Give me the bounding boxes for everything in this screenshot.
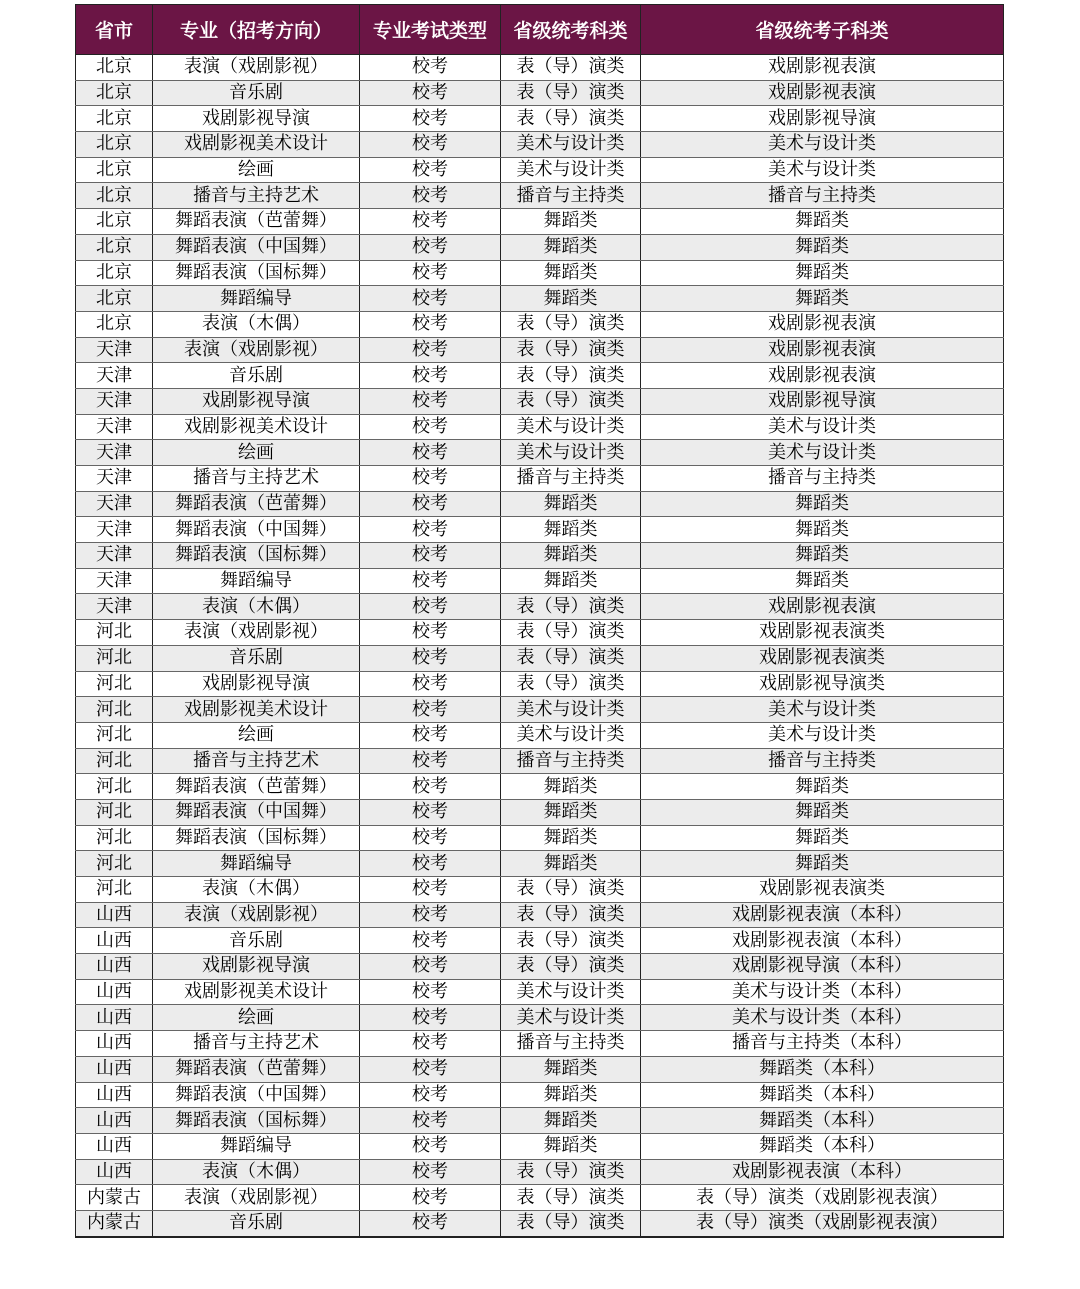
cell-category: 美术与设计类 xyxy=(501,132,641,158)
cell-province: 河北 xyxy=(76,722,153,748)
cell-subcategory: 舞蹈类 xyxy=(641,799,1004,825)
cell-category: 舞蹈类 xyxy=(501,568,641,594)
cell-province: 天津 xyxy=(76,466,153,492)
table-row xyxy=(76,1108,1004,1134)
header-row xyxy=(76,5,1004,55)
cell-major: 戏剧影视美术设计 xyxy=(153,414,360,440)
cell-major: 戏剧影视导演 xyxy=(153,954,360,980)
cell-category: 播音与主持类 xyxy=(501,466,641,492)
cell-exam-type: 校考 xyxy=(360,902,501,928)
cell-province: 河北 xyxy=(76,851,153,877)
cell-major: 播音与主持艺术 xyxy=(153,183,360,209)
table-row xyxy=(76,902,1004,928)
cell-subcategory: 舞蹈类 xyxy=(641,286,1004,312)
cell-province: 北京 xyxy=(76,286,153,312)
cell-subcategory: 舞蹈类 xyxy=(641,851,1004,877)
cell-exam-type: 校考 xyxy=(360,645,501,671)
cell-category: 舞蹈类 xyxy=(501,286,641,312)
table-row xyxy=(76,414,1004,440)
cell-major: 舞蹈表演（国标舞） xyxy=(153,543,360,569)
cell-exam-type: 校考 xyxy=(360,1031,501,1057)
table-row xyxy=(76,311,1004,337)
admissions-table xyxy=(75,4,1004,1238)
cell-subcategory: 舞蹈类 xyxy=(641,209,1004,235)
cell-exam-type: 校考 xyxy=(360,748,501,774)
cell-category: 表（导）演类 xyxy=(501,1159,641,1185)
table-row xyxy=(76,877,1004,903)
cell-exam-type: 校考 xyxy=(360,311,501,337)
cell-major: 音乐剧 xyxy=(153,1210,360,1236)
cell-province: 山西 xyxy=(76,979,153,1005)
table-row xyxy=(76,388,1004,414)
cell-exam-type: 校考 xyxy=(360,337,501,363)
cell-category: 表（导）演类 xyxy=(501,594,641,620)
cell-subcategory: 美术与设计类（本科） xyxy=(641,1005,1004,1031)
table-row xyxy=(76,1133,1004,1159)
cell-province: 山西 xyxy=(76,954,153,980)
cell-category: 播音与主持类 xyxy=(501,1031,641,1057)
cell-province: 山西 xyxy=(76,902,153,928)
cell-subcategory: 播音与主持类 xyxy=(641,748,1004,774)
cell-subcategory: 戏剧影视表演 xyxy=(641,337,1004,363)
cell-category: 舞蹈类 xyxy=(501,260,641,286)
cell-province: 北京 xyxy=(76,80,153,106)
cell-province: 北京 xyxy=(76,234,153,260)
cell-exam-type: 校考 xyxy=(360,697,501,723)
cell-subcategory: 戏剧影视导演 xyxy=(641,388,1004,414)
cell-major: 绘画 xyxy=(153,722,360,748)
cell-category: 舞蹈类 xyxy=(501,825,641,851)
table-row xyxy=(76,80,1004,106)
cell-province: 天津 xyxy=(76,517,153,543)
cell-province: 天津 xyxy=(76,388,153,414)
cell-major: 舞蹈表演（芭蕾舞） xyxy=(153,209,360,235)
table-row xyxy=(76,620,1004,646)
cell-province: 北京 xyxy=(76,132,153,158)
cell-province: 山西 xyxy=(76,1005,153,1031)
cell-category: 表（导）演类 xyxy=(501,1185,641,1211)
cell-major: 舞蹈编导 xyxy=(153,851,360,877)
table-row xyxy=(76,594,1004,620)
cell-major: 戏剧影视美术设计 xyxy=(153,697,360,723)
cell-major: 舞蹈编导 xyxy=(153,286,360,312)
table-row xyxy=(76,851,1004,877)
cell-exam-type: 校考 xyxy=(360,774,501,800)
cell-exam-type: 校考 xyxy=(360,183,501,209)
cell-subcategory: 戏剧影视表演 xyxy=(641,311,1004,337)
cell-exam-type: 校考 xyxy=(360,106,501,132)
header-subcategory: 省级统考子科类 xyxy=(641,5,1004,55)
cell-exam-type: 校考 xyxy=(360,568,501,594)
cell-major: 舞蹈编导 xyxy=(153,568,360,594)
cell-exam-type: 校考 xyxy=(360,1133,501,1159)
cell-major: 表演（戏剧影视） xyxy=(153,902,360,928)
cell-category: 表（导）演类 xyxy=(501,954,641,980)
cell-exam-type: 校考 xyxy=(360,286,501,312)
cell-major: 表演（戏剧影视） xyxy=(153,1185,360,1211)
cell-category: 播音与主持类 xyxy=(501,748,641,774)
cell-exam-type: 校考 xyxy=(360,260,501,286)
cell-exam-type: 校考 xyxy=(360,954,501,980)
cell-province: 北京 xyxy=(76,157,153,183)
cell-major: 戏剧影视美术设计 xyxy=(153,979,360,1005)
cell-province: 天津 xyxy=(76,440,153,466)
cell-subcategory: 播音与主持类 xyxy=(641,466,1004,492)
cell-subcategory: 舞蹈类 xyxy=(641,825,1004,851)
table-row xyxy=(76,183,1004,209)
cell-major: 表演（木偶） xyxy=(153,1159,360,1185)
cell-subcategory: 舞蹈类 xyxy=(641,517,1004,543)
cell-subcategory: 美术与设计类 xyxy=(641,697,1004,723)
cell-category: 舞蹈类 xyxy=(501,517,641,543)
table-row xyxy=(76,1159,1004,1185)
cell-major: 音乐剧 xyxy=(153,928,360,954)
cell-exam-type: 校考 xyxy=(360,363,501,389)
cell-subcategory: 美术与设计类 xyxy=(641,157,1004,183)
cell-major: 舞蹈表演（中国舞） xyxy=(153,517,360,543)
cell-category: 美术与设计类 xyxy=(501,440,641,466)
table-row xyxy=(76,234,1004,260)
table-row xyxy=(76,722,1004,748)
cell-major: 舞蹈表演（国标舞） xyxy=(153,260,360,286)
cell-major: 播音与主持艺术 xyxy=(153,748,360,774)
cell-major: 表演（木偶） xyxy=(153,877,360,903)
cell-subcategory: 戏剧影视表演类 xyxy=(641,645,1004,671)
cell-province: 北京 xyxy=(76,260,153,286)
cell-major: 舞蹈表演（中国舞） xyxy=(153,799,360,825)
cell-major: 表演（木偶） xyxy=(153,311,360,337)
cell-category: 舞蹈类 xyxy=(501,1056,641,1082)
cell-subcategory: 美术与设计类 xyxy=(641,440,1004,466)
cell-category: 舞蹈类 xyxy=(501,1082,641,1108)
cell-major: 音乐剧 xyxy=(153,645,360,671)
cell-exam-type: 校考 xyxy=(360,414,501,440)
table-row xyxy=(76,1185,1004,1211)
cell-major: 戏剧影视导演 xyxy=(153,106,360,132)
cell-subcategory: 戏剧影视表演类 xyxy=(641,877,1004,903)
cell-province: 山西 xyxy=(76,1133,153,1159)
cell-category: 舞蹈类 xyxy=(501,209,641,235)
cell-category: 播音与主持类 xyxy=(501,183,641,209)
cell-category: 表（导）演类 xyxy=(501,620,641,646)
cell-subcategory: 戏剧影视导演（本科） xyxy=(641,954,1004,980)
cell-subcategory: 表（导）演类（戏剧影视表演） xyxy=(641,1210,1004,1236)
cell-major: 舞蹈表演（芭蕾舞） xyxy=(153,491,360,517)
cell-subcategory: 戏剧影视表演 xyxy=(641,594,1004,620)
cell-category: 表（导）演类 xyxy=(501,928,641,954)
cell-major: 舞蹈表演（中国舞） xyxy=(153,234,360,260)
cell-exam-type: 校考 xyxy=(360,132,501,158)
table-row xyxy=(76,440,1004,466)
cell-province: 天津 xyxy=(76,363,153,389)
cell-subcategory: 舞蹈类（本科） xyxy=(641,1108,1004,1134)
cell-category: 表（导）演类 xyxy=(501,645,641,671)
cell-exam-type: 校考 xyxy=(360,440,501,466)
cell-exam-type: 校考 xyxy=(360,491,501,517)
table-row xyxy=(76,517,1004,543)
cell-province: 天津 xyxy=(76,568,153,594)
table-row xyxy=(76,568,1004,594)
cell-exam-type: 校考 xyxy=(360,928,501,954)
cell-province: 河北 xyxy=(76,671,153,697)
cell-province: 内蒙古 xyxy=(76,1185,153,1211)
cell-major: 音乐剧 xyxy=(153,80,360,106)
table-row xyxy=(76,1031,1004,1057)
table-row xyxy=(76,55,1004,81)
table-row xyxy=(76,286,1004,312)
table-row xyxy=(76,132,1004,158)
cell-province: 河北 xyxy=(76,645,153,671)
cell-subcategory: 戏剧影视导演类 xyxy=(641,671,1004,697)
header-major: 专业（招考方向） xyxy=(153,5,360,55)
cell-subcategory: 舞蹈类（本科） xyxy=(641,1056,1004,1082)
cell-exam-type: 校考 xyxy=(360,1185,501,1211)
cell-province: 河北 xyxy=(76,697,153,723)
cell-province: 天津 xyxy=(76,337,153,363)
cell-category: 表（导）演类 xyxy=(501,311,641,337)
cell-province: 天津 xyxy=(76,543,153,569)
table-row xyxy=(76,106,1004,132)
cell-category: 表（导）演类 xyxy=(501,106,641,132)
cell-province: 天津 xyxy=(76,594,153,620)
cell-major: 戏剧影视导演 xyxy=(153,671,360,697)
cell-subcategory: 美术与设计类 xyxy=(641,132,1004,158)
cell-province: 北京 xyxy=(76,106,153,132)
table-row xyxy=(76,954,1004,980)
cell-major: 舞蹈表演（国标舞） xyxy=(153,825,360,851)
cell-province: 山西 xyxy=(76,1056,153,1082)
cell-category: 表（导）演类 xyxy=(501,388,641,414)
cell-major: 播音与主持艺术 xyxy=(153,1031,360,1057)
table-row xyxy=(76,774,1004,800)
cell-province: 河北 xyxy=(76,799,153,825)
cell-category: 美术与设计类 xyxy=(501,722,641,748)
cell-subcategory: 美术与设计类 xyxy=(641,722,1004,748)
cell-subcategory: 舞蹈类 xyxy=(641,774,1004,800)
cell-major: 播音与主持艺术 xyxy=(153,466,360,492)
cell-exam-type: 校考 xyxy=(360,80,501,106)
cell-exam-type: 校考 xyxy=(360,1056,501,1082)
cell-major: 表演（戏剧影视） xyxy=(153,55,360,81)
cell-subcategory: 戏剧影视表演（本科） xyxy=(641,902,1004,928)
table-row xyxy=(76,1056,1004,1082)
cell-subcategory: 戏剧影视表演（本科） xyxy=(641,928,1004,954)
header-province: 省市 xyxy=(76,5,153,55)
table-row xyxy=(76,491,1004,517)
cell-subcategory: 舞蹈类 xyxy=(641,543,1004,569)
cell-subcategory: 舞蹈类 xyxy=(641,568,1004,594)
cell-major: 舞蹈表演（中国舞） xyxy=(153,1082,360,1108)
cell-province: 天津 xyxy=(76,491,153,517)
cell-category: 舞蹈类 xyxy=(501,543,641,569)
cell-category: 表（导）演类 xyxy=(501,80,641,106)
table-row xyxy=(76,748,1004,774)
cell-subcategory: 表（导）演类（戏剧影视表演） xyxy=(641,1185,1004,1211)
cell-province: 河北 xyxy=(76,748,153,774)
table-row xyxy=(76,928,1004,954)
cell-exam-type: 校考 xyxy=(360,877,501,903)
cell-province: 北京 xyxy=(76,55,153,81)
cell-category: 表（导）演类 xyxy=(501,902,641,928)
cell-major: 戏剧影视美术设计 xyxy=(153,132,360,158)
cell-major: 舞蹈表演（芭蕾舞） xyxy=(153,1056,360,1082)
cell-subcategory: 舞蹈类 xyxy=(641,491,1004,517)
cell-province: 河北 xyxy=(76,825,153,851)
cell-exam-type: 校考 xyxy=(360,543,501,569)
cell-province: 山西 xyxy=(76,1108,153,1134)
cell-subcategory: 舞蹈类 xyxy=(641,234,1004,260)
table-row xyxy=(76,825,1004,851)
cell-subcategory: 戏剧影视表演 xyxy=(641,80,1004,106)
cell-exam-type: 校考 xyxy=(360,1159,501,1185)
table-row xyxy=(76,799,1004,825)
cell-category: 表（导）演类 xyxy=(501,363,641,389)
cell-subcategory: 戏剧影视表演类 xyxy=(641,620,1004,646)
cell-subcategory: 美术与设计类（本科） xyxy=(641,979,1004,1005)
cell-province: 山西 xyxy=(76,1082,153,1108)
table-row xyxy=(76,979,1004,1005)
cell-major: 表演（戏剧影视） xyxy=(153,620,360,646)
cell-subcategory: 美术与设计类 xyxy=(641,414,1004,440)
cell-exam-type: 校考 xyxy=(360,594,501,620)
cell-province: 北京 xyxy=(76,209,153,235)
cell-category: 舞蹈类 xyxy=(501,774,641,800)
table-row xyxy=(76,697,1004,723)
cell-subcategory: 播音与主持类（本科） xyxy=(641,1031,1004,1057)
table-row xyxy=(76,363,1004,389)
table-row xyxy=(76,209,1004,235)
table-row xyxy=(76,1082,1004,1108)
cell-exam-type: 校考 xyxy=(360,234,501,260)
cell-exam-type: 校考 xyxy=(360,1108,501,1134)
cell-subcategory: 播音与主持类 xyxy=(641,183,1004,209)
cell-subcategory: 戏剧影视导演 xyxy=(641,106,1004,132)
cell-exam-type: 校考 xyxy=(360,388,501,414)
cell-category: 表（导）演类 xyxy=(501,337,641,363)
cell-subcategory: 戏剧影视表演 xyxy=(641,55,1004,81)
cell-category: 舞蹈类 xyxy=(501,851,641,877)
cell-category: 表（导）演类 xyxy=(501,1210,641,1236)
table-row xyxy=(76,337,1004,363)
header-category: 省级统考科类 xyxy=(501,5,641,55)
cell-exam-type: 校考 xyxy=(360,1210,501,1236)
table-row xyxy=(76,260,1004,286)
cell-province: 河北 xyxy=(76,620,153,646)
cell-exam-type: 校考 xyxy=(360,209,501,235)
cell-major: 表演（木偶） xyxy=(153,594,360,620)
cell-subcategory: 舞蹈类（本科） xyxy=(641,1082,1004,1108)
cell-province: 河北 xyxy=(76,877,153,903)
cell-exam-type: 校考 xyxy=(360,671,501,697)
cell-exam-type: 校考 xyxy=(360,55,501,81)
cell-category: 美术与设计类 xyxy=(501,1005,641,1031)
table-row xyxy=(76,466,1004,492)
cell-exam-type: 校考 xyxy=(360,620,501,646)
cell-exam-type: 校考 xyxy=(360,466,501,492)
cell-major: 戏剧影视导演 xyxy=(153,388,360,414)
cell-major: 绘画 xyxy=(153,157,360,183)
cell-category: 舞蹈类 xyxy=(501,1133,641,1159)
cell-major: 绘画 xyxy=(153,440,360,466)
table-row xyxy=(76,157,1004,183)
cell-category: 舞蹈类 xyxy=(501,1108,641,1134)
cell-category: 表（导）演类 xyxy=(501,877,641,903)
cell-category: 舞蹈类 xyxy=(501,799,641,825)
cell-exam-type: 校考 xyxy=(360,851,501,877)
cell-category: 美术与设计类 xyxy=(501,697,641,723)
cell-province: 山西 xyxy=(76,928,153,954)
cell-category: 美术与设计类 xyxy=(501,414,641,440)
cell-province: 山西 xyxy=(76,1031,153,1057)
cell-province: 河北 xyxy=(76,774,153,800)
cell-category: 舞蹈类 xyxy=(501,491,641,517)
cell-category: 舞蹈类 xyxy=(501,234,641,260)
cell-major: 舞蹈表演（国标舞） xyxy=(153,1108,360,1134)
cell-exam-type: 校考 xyxy=(360,979,501,1005)
cell-major: 舞蹈编导 xyxy=(153,1133,360,1159)
cell-category: 表（导）演类 xyxy=(501,671,641,697)
cell-province: 内蒙古 xyxy=(76,1210,153,1236)
table-row xyxy=(76,671,1004,697)
cell-province: 北京 xyxy=(76,183,153,209)
cell-category: 表（导）演类 xyxy=(501,55,641,81)
cell-category: 美术与设计类 xyxy=(501,979,641,1005)
cell-exam-type: 校考 xyxy=(360,1082,501,1108)
cell-category: 美术与设计类 xyxy=(501,157,641,183)
cell-major: 表演（戏剧影视） xyxy=(153,337,360,363)
cell-exam-type: 校考 xyxy=(360,825,501,851)
cell-major: 舞蹈表演（芭蕾舞） xyxy=(153,774,360,800)
cell-province: 山西 xyxy=(76,1159,153,1185)
table-row xyxy=(76,645,1004,671)
table-row xyxy=(76,1005,1004,1031)
cell-exam-type: 校考 xyxy=(360,722,501,748)
cell-province: 天津 xyxy=(76,414,153,440)
cell-subcategory: 舞蹈类（本科） xyxy=(641,1133,1004,1159)
cell-subcategory: 戏剧影视表演 xyxy=(641,363,1004,389)
cell-province: 北京 xyxy=(76,311,153,337)
table-row xyxy=(76,543,1004,569)
table-row xyxy=(76,1210,1004,1236)
cell-exam-type: 校考 xyxy=(360,517,501,543)
cell-exam-type: 校考 xyxy=(360,1005,501,1031)
header-exam-type: 专业考试类型 xyxy=(360,5,501,55)
cell-exam-type: 校考 xyxy=(360,157,501,183)
cell-subcategory: 舞蹈类 xyxy=(641,260,1004,286)
cell-exam-type: 校考 xyxy=(360,799,501,825)
cell-subcategory: 戏剧影视表演（本科） xyxy=(641,1159,1004,1185)
cell-major: 绘画 xyxy=(153,1005,360,1031)
cell-major: 音乐剧 xyxy=(153,363,360,389)
